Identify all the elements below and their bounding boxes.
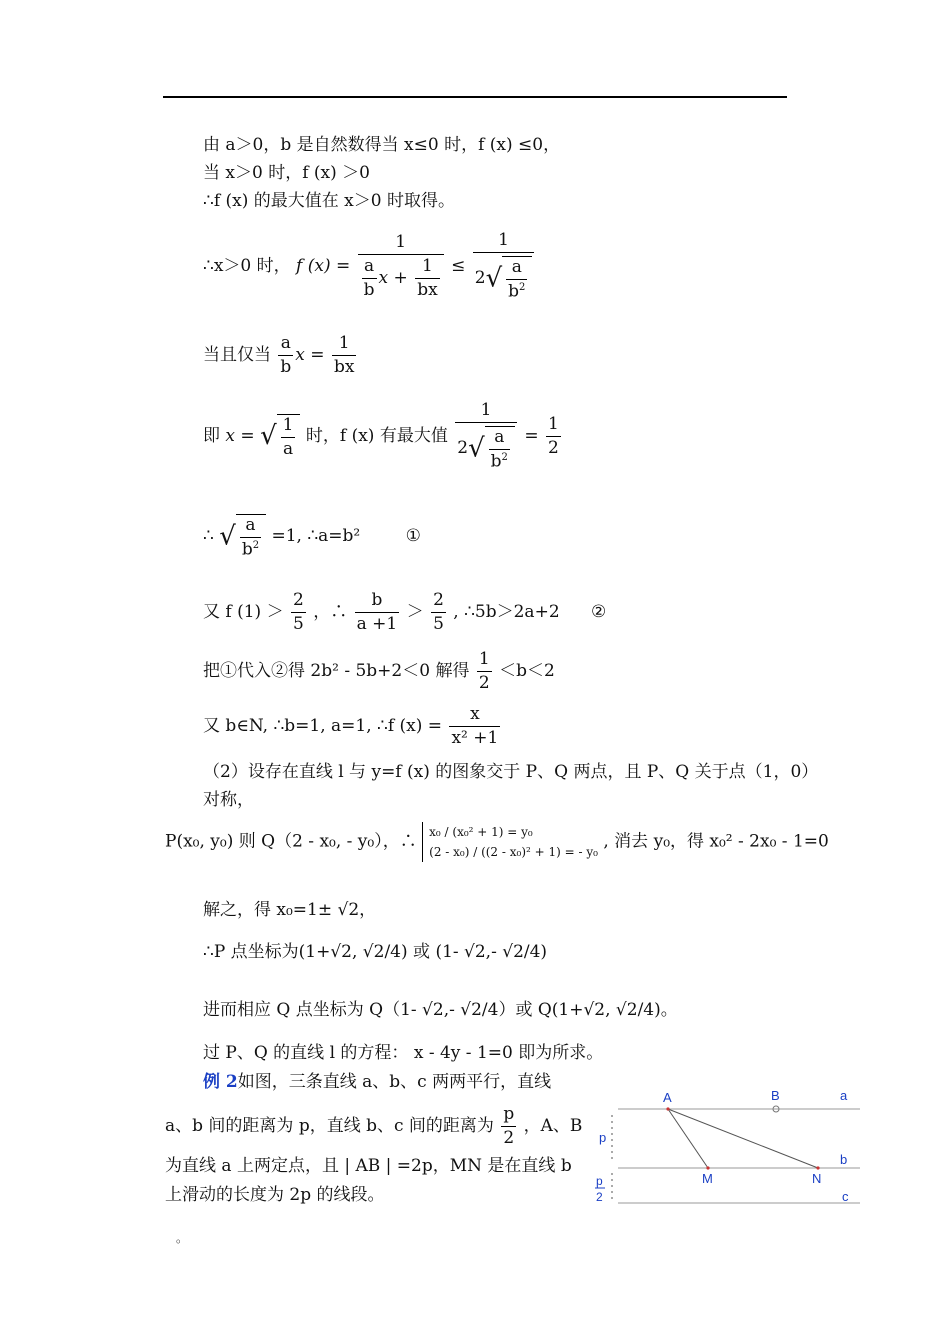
formula-line-6: 即 x = √ $\frac{1}{a}$ 时，f (x) 有最大值 1 2√ $\frac{a}{b^2}$ = $\frac{1}{2}$	[203, 400, 559, 472]
header-rule	[163, 96, 787, 98]
l4-bound: 1 2√ $\frac{a}{b^2}$	[473, 232, 535, 301]
point-M	[706, 1166, 709, 1169]
label-p2-den: 2	[596, 1190, 603, 1204]
l4-prefix: ∴x＞0 时，	[203, 255, 291, 276]
formula-line-9: 把①代入②得 2b² - 5b+2＜0 解得 $\frac{1}{2}$ ＜b＜2	[203, 649, 555, 693]
point-A	[666, 1107, 669, 1110]
point-N	[816, 1166, 819, 1169]
formula-line-4	[203, 232, 536, 301]
label-p2-num: p	[596, 1174, 603, 1188]
formula-line-13: P(x₀, y₀) 则 Q（2 - x₀, - y₀），∴ x₀ / (x₀² + 1) = y₀ (2 - x₀) / ((2 - x₀)² + 1) = - y₀ , 消去 y₀，得 x₀² - 2x₀ - 1=0	[165, 822, 829, 862]
parallel-lines-figure	[590, 1085, 870, 1210]
circle-1: ①	[405, 525, 421, 546]
example-label: 例 2	[203, 1072, 238, 1092]
formula-line-5: 当且仅当 $\frac{a}{b}$ x = $\frac{1}{bx}$	[203, 333, 355, 377]
example-line-4: 上滑动的长度为 2p 的线段。	[165, 1185, 385, 1205]
label-c: c	[842, 1189, 849, 1204]
formula-line-8: 又 f (1) ＞ $\frac{2}{5}$ ，∴ $\frac{b}{a +1}$ ＞ $\frac{2}{5}$ , ∴5b＞2a+2 ②	[203, 590, 607, 634]
label-M: M	[702, 1171, 713, 1186]
segment-AM	[668, 1109, 708, 1168]
formula-line-10: 又 b∈N, ∴b=1, a=1, ∴f (x) = $\frac{x}{\text{x² +1}}$	[203, 704, 499, 748]
label-B: B	[771, 1088, 780, 1103]
end-dot: 。	[176, 1231, 189, 1245]
text-line-16: 进而相应 Q 点坐标为 Q（1- √2,- √2/4）或 Q(1+√2, √2/4)。	[203, 1000, 678, 1020]
text-line-11: （2）设存在直线 l 与 y=f (x) 的图象交于 P、Q 两点，且 P、Q 关于点（1，0）	[203, 762, 819, 782]
formula-line-7: ∴ √ $\frac{a}{b^2}$ =1, ∴a=b² ①	[203, 515, 421, 560]
example-line-1: 例 2如图，三条直线 a、b、c 两两平行，直线	[203, 1072, 552, 1092]
text-line-3: ∴f (x) 的最大值在 x＞0 时取得。	[203, 191, 455, 211]
l4-fx: f (x) =	[296, 255, 351, 276]
label-a: a	[840, 1088, 848, 1103]
text-line-17: 过 P、Q 的直线 l 的方程： x - 4y - 1=0 即为所求。	[203, 1043, 604, 1063]
text-line-12: 对称，	[203, 790, 254, 810]
text-line-2: 当 x＞0 时，f (x) ＞0	[203, 163, 370, 183]
label-p: p	[599, 1130, 607, 1145]
equation-system: x₀ / (x₀² + 1) = y₀ (2 - x₀) / ((2 - x₀)² + 1) = - y₀	[422, 822, 598, 862]
l4-le: ≤	[451, 255, 466, 276]
label-b: b	[840, 1152, 848, 1167]
text-line-15: ∴P 点坐标为(1+√2, √2/4) 或 (1- √2,- √2/4)	[203, 942, 548, 962]
example-line-2: a、b 间的距离为 p，直线 b、c 间的距离为 $\frac{p}{2}$ ，A、B	[165, 1104, 583, 1148]
label-A: A	[663, 1090, 672, 1105]
text-line-14: 解之，得 x₀=1± √2，	[203, 900, 377, 920]
text-line-1: 由 a＞0，b 是自然数得当 x≤0 时，f (x) ≤0，	[203, 135, 561, 155]
segment-AN	[668, 1109, 818, 1168]
circle-2: ②	[591, 602, 607, 622]
label-N: N	[812, 1171, 822, 1186]
l4-fraction: 1 $\frac{a}{b}$ x + $\frac{1}{bx}$	[358, 234, 444, 299]
example-line-3: 为直线 a 上两定点，且 | AB | =2p，MN 是在直线 b	[165, 1156, 572, 1176]
